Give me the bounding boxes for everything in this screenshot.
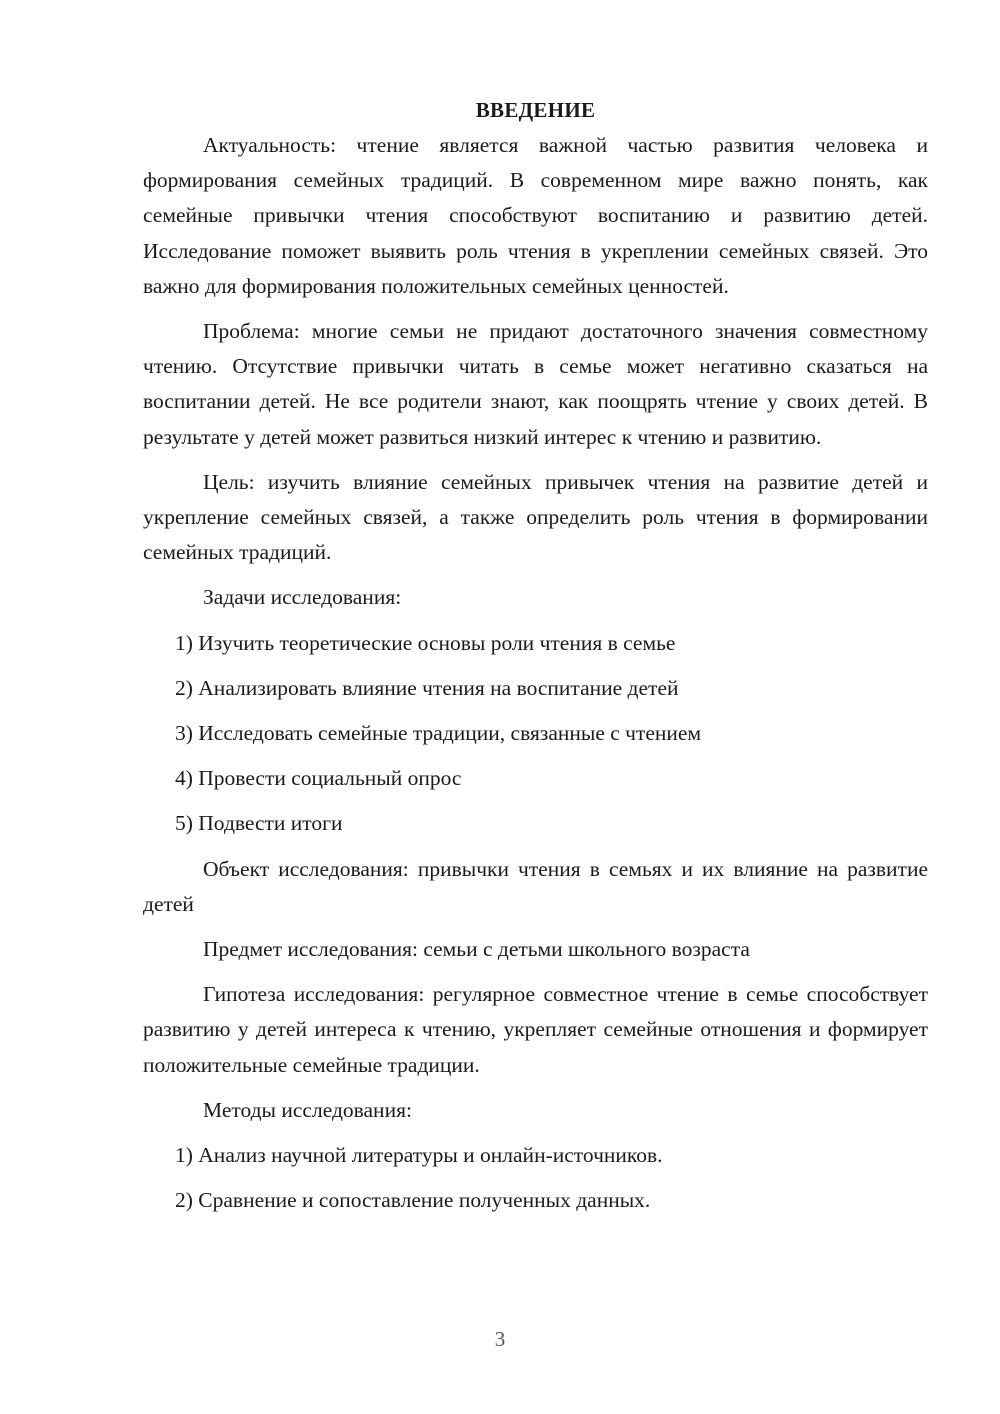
paragraph-subject: Предмет исследования: семьи с детьми школьного возраста [203,937,750,962]
task-item: 5) Подвести итоги [175,811,343,836]
paragraph-goal: Цель: изучить влияние семейных привычек чтения на развитие детей и укрепление семейных связей, а также определить роль чтения в формировании семейных традиций. [143,469,928,565]
page-number: 3 [494,1327,506,1351]
task-item: 1) Изучить теоретические основы роли чтения в семье [175,630,676,655]
method-item: 1) Анализ научной литературы и онлайн-источников. [175,1143,663,1168]
paragraph-hypothesis: Гипотеза исследования: регулярное совместное чтение в семье способствует развитию у детей интереса к чтению, укрепляет семейные отношения и формирует положительные семейные традиции. [143,982,928,1077]
paragraph-object: Объект исследования: привычки чтения в семьях и их влияние на развитие детей [143,856,928,916]
task-item: 4) Провести социальный опрос [175,766,462,791]
task-item: 3) Исследовать семейные традиции, связанные с чтением [175,721,702,746]
paragraph-problem: Проблема: многие семьи не придают достаточного значения совместному чтению. Отсутствие привычки читать в семье может негативно сказаться на воспитании детей. Не все родители знают, как поощрять чтение у своих детей. В результате у детей может развиться низкий интерес к чтению и развитию. [143,319,928,449]
method-item: 2) Сравнение и сопоставление полученных данных. [175,1188,651,1213]
task-item: 2) Анализировать влияние чтения на воспитание детей [175,675,679,700]
document-page [143,92,928,1218]
tasks-title: Задачи исследования: [203,585,402,610]
page-title: ВВЕДЕНИЕ [475,98,596,122]
paragraph-relevance: Актуальность: чтение является важной частью развития человека и формирования семейных традиций. В современном мире важно понять, как семейные привычки чтения способствуют воспитанию и развитию детей. Исследование поможет выявить роль чтения в укреплении семейных связей. Это важно для формирования положительных семейных ценностей. [143,133,928,298]
methods-title: Методы исследования: [203,1097,412,1122]
